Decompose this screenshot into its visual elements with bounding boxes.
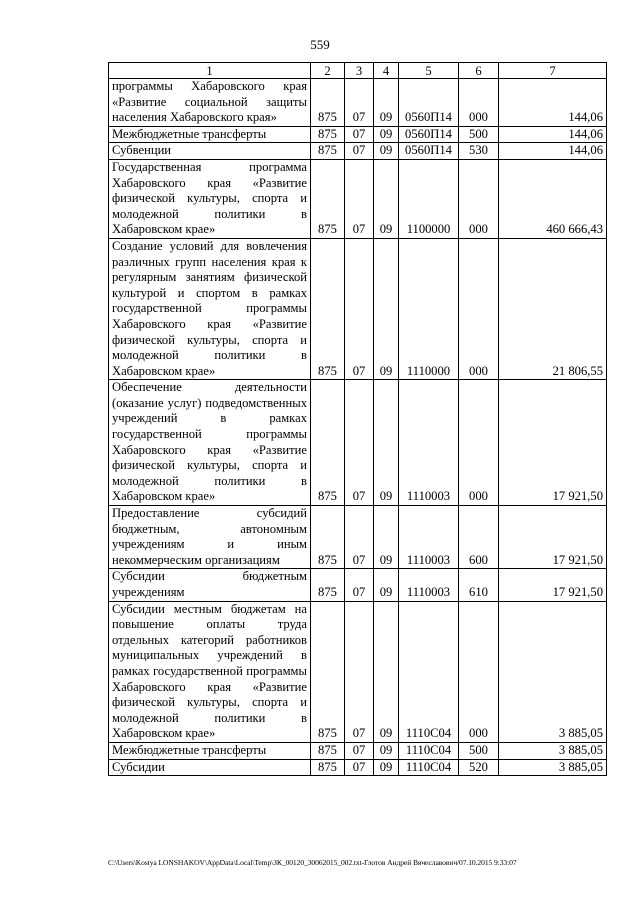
section-code: 07 [345,126,374,143]
target-article-code: 1110С04 [399,601,459,742]
table-row [109,506,607,569]
section-code: 07 [345,506,374,569]
row-description: Государственная программа Хабаровского края «Развитие физической культуры, спорта и молодежной политики в Хабаровском крае» [109,159,311,238]
table-row [109,159,607,238]
column-header: 7 [499,63,607,79]
section-code: 07 [345,143,374,160]
table-row [109,601,607,742]
amount: 17 921,50 [499,506,607,569]
target-article-code: 0560П14 [399,143,459,160]
table-row [109,380,607,506]
target-article-code: 1110С04 [399,759,459,776]
column-header: 4 [374,63,399,79]
target-article-code: 1110С04 [399,742,459,759]
row-description: Субсидии бюджетным учреждениям [109,569,311,601]
row-description: Субвенции [109,143,311,160]
row-description: Обеспечение деятельности (оказание услуг) подведомственных учреждений в рамках государственной программы Хабаровского края «Развитие физической культуры, спорта и молодежной политики в Хабаровском крае» [109,380,311,506]
subsection-code: 09 [374,569,399,601]
expense-type-code: 000 [459,159,499,238]
subsection-code: 09 [374,601,399,742]
amount: 460 666,43 [499,159,607,238]
amount: 3 885,05 [499,759,607,776]
expense-type-code: 000 [459,238,499,379]
target-article-code: 1110000 [399,238,459,379]
table-row [109,238,607,379]
target-article-code: 0560П14 [399,126,459,143]
subsection-code: 09 [374,380,399,506]
section-code: 07 [345,569,374,601]
header-row [109,63,607,79]
ministry-code: 875 [311,79,345,127]
column-header: 6 [459,63,499,79]
subsection-code: 09 [374,143,399,160]
amount: 17 921,50 [499,569,607,601]
ministry-code: 875 [311,159,345,238]
budget-table [108,62,607,776]
subsection-code: 09 [374,79,399,127]
expense-type-code: 000 [459,601,499,742]
page-number: 559 [310,37,330,52]
ministry-code: 875 [311,759,345,776]
ministry-code: 875 [311,126,345,143]
ministry-code: 875 [311,601,345,742]
expense-type-code: 500 [459,742,499,759]
ministry-code: 875 [311,143,345,160]
row-description: Субсидии местным бюджетам на повышение оплаты труда отдельных категорий работников муниципальных учреждений в рамках государственной программы Хабаровского края «Развитие физической культуры, спорта и молодежной политики в Хабаровском крае» [109,601,311,742]
row-description: Субсидии [109,759,311,776]
subsection-code: 09 [374,506,399,569]
row-description: программы Хабаровского края «Развитие социальной защиты населения Хабаровского края» [109,79,311,127]
row-description: Предоставление субсидий бюджетным, автономным учреждениям и иным некоммерческим организациям [109,506,311,569]
expense-type-code: 520 [459,759,499,776]
section-code: 07 [345,238,374,379]
expense-type-code: 610 [459,569,499,601]
amount: 21 806,55 [499,238,607,379]
amount: 3 885,05 [499,601,607,742]
expense-type-code: 000 [459,380,499,506]
subsection-code: 09 [374,126,399,143]
ministry-code: 875 [311,506,345,569]
subsection-code: 09 [374,742,399,759]
amount: 3 885,05 [499,742,607,759]
amount: 144,06 [499,143,607,160]
expense-type-code: 500 [459,126,499,143]
row-description: Межбюджетные трансферты [109,742,311,759]
expense-type-code: 530 [459,143,499,160]
amount: 17 921,50 [499,380,607,506]
section-code: 07 [345,79,374,127]
ministry-code: 875 [311,380,345,506]
table-row [109,126,607,143]
row-description: Создание условий для вовлечения различных групп населения края к регулярным занятиям физической культурой и спортом в рамках государственной программы Хабаровского края «Развитие физической культуры, спорта и молодежной политики в Хабаровском крае» [109,238,311,379]
ministry-code: 875 [311,238,345,379]
file-path-footer: C:\Users\Kostya LONSHAKOV\AppData\Local\Temp\ЗК_00120_30062015_002.txt-Глотов Андрей Вячеславович/07.10.2015 9:33:07 [108,858,517,867]
section-code: 07 [345,601,374,742]
table-row [109,742,607,759]
column-header: 3 [345,63,374,79]
amount: 144,06 [499,79,607,127]
section-code: 07 [345,380,374,506]
expense-type-code: 600 [459,506,499,569]
column-header: 1 [109,63,311,79]
table-row [109,569,607,601]
target-article-code: 1110003 [399,380,459,506]
table-row [109,79,607,127]
section-code: 07 [345,759,374,776]
target-article-code: 1110003 [399,569,459,601]
row-description: Межбюджетные трансферты [109,126,311,143]
target-article-code: 0560П14 [399,79,459,127]
subsection-code: 09 [374,238,399,379]
ministry-code: 875 [311,742,345,759]
table-row [109,143,607,160]
section-code: 07 [345,742,374,759]
target-article-code: 1100000 [399,159,459,238]
subsection-code: 09 [374,159,399,238]
column-header: 5 [399,63,459,79]
section-code: 07 [345,159,374,238]
subsection-code: 09 [374,759,399,776]
column-header: 2 [311,63,345,79]
amount: 144,06 [499,126,607,143]
expense-type-code: 000 [459,79,499,127]
ministry-code: 875 [311,569,345,601]
table-row [109,759,607,776]
target-article-code: 1110003 [399,506,459,569]
